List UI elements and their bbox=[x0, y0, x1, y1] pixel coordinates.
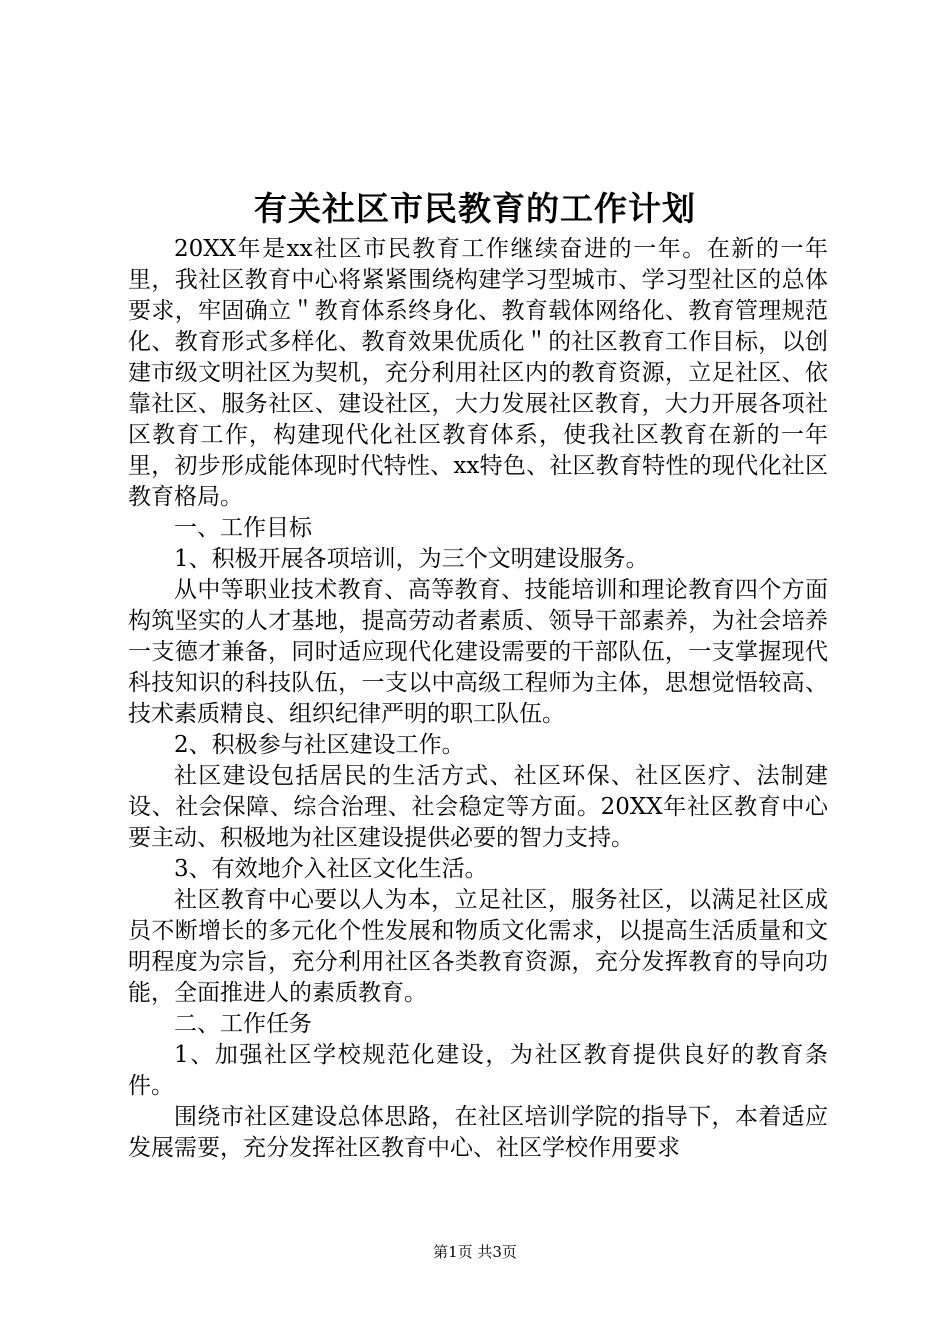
paragraph-task-1: 围绕市社区建设总体思路，在社区培训学院的指导下，本着适应发展需要，充分发挥社区教育中心、社区学校作用要求 bbox=[128, 1104, 828, 1161]
document-body bbox=[128, 234, 828, 1164]
document-title: 有关社区市民教育的工作计划 bbox=[254, 189, 696, 228]
subheading-task-1: 1、加强社区学校规范化建设，为社区教育提供良好的教育条件。 bbox=[128, 1042, 828, 1099]
heading-work-tasks: 二、工作任务 bbox=[174, 1011, 312, 1037]
subheading-goal-3: 3、有效地介入社区文化生活。 bbox=[174, 856, 488, 882]
paragraph-goal-2: 社区建设包括居民的生活方式、社区环保、社区医疗、法制建设、社会保障、综合治理、社会稳定等方面。20XX年社区教育中心要主动、积极地为社区建设提供必要的智力支持。 bbox=[128, 763, 828, 851]
heading-work-goals: 一、工作目标 bbox=[174, 515, 312, 541]
subheading-goal-2: 2、积极参与社区建设工作。 bbox=[174, 732, 465, 758]
page-footer: 第1页 共3页 bbox=[433, 1243, 517, 1261]
subheading-goal-1: 1、积极开展各项培训，为三个文明建设服务。 bbox=[174, 546, 649, 572]
paragraph-goal-3: 社区教育中心要以人为本，立足社区，服务社区，以满足社区成员不断增长的多元化个性发展和物质文化需求，以提高生活质量和文明程度为宗旨，充分利用社区各类教育资源，充分发挥教育的导向功能，全面推进人的素质教育。 bbox=[128, 887, 828, 1006]
paragraph-intro: 20XX年是xx社区市民教育工作继续奋进的一年。在新的一年里，我社区教育中心将紧紧围绕构建学习型城市、学习型社区的总体要求，牢固确立＂教育体系终身化、教育载体网络化、教育管理规范化、教育形式多样化、教育效果优质化＂的社区教育工作目标，以创建市级文明社区为契机，充分利用社区内的教育资源，立足社区、依靠社区、服务社区、建设社区，大力发展社区教育，大力开展各项社区教育工作，构建现代化社区教育体系，使我社区教育在新的一年里，初步形成能体现时代特性、xx特色、社区教育特性的现代化社区教育格局。 bbox=[128, 236, 828, 510]
paragraph-goal-1: 从中等职业技术教育、高等教育、技能培训和理论教育四个方面构筑坚实的人才基地，提高劳动者素质、领导干部素养，为社会培养一支德才兼备，同时适应现代化建设需要的干部队伍，一支掌握现代科技知识的科技队伍，一支以中高级工程师为主体，思想觉悟较高、技术素质精良、组织纪律严明的职工队伍。 bbox=[128, 577, 828, 727]
